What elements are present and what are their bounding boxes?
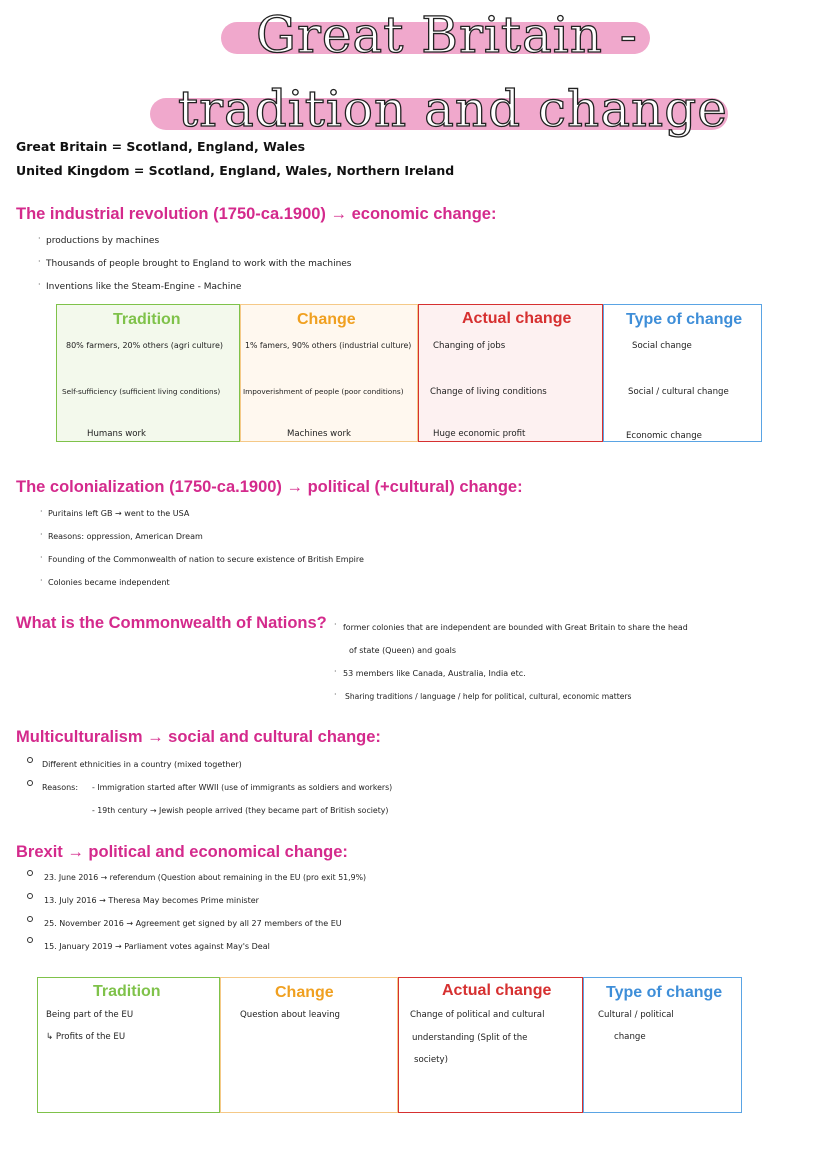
colonial-note-1: Puritains left GB → went to the USA	[48, 509, 190, 518]
table1-r3-tradition: Humans work	[87, 429, 146, 439]
table1-header-actual: Actual change	[462, 310, 572, 327]
multi-note-3: - Immigration started after WWII (use of immigrants as soldiers and workers)	[92, 783, 393, 792]
brexit-heading: Brexit → political and economical change:	[16, 843, 348, 861]
multi-note-1: Different ethnicities in a country (mixed together)	[42, 760, 242, 769]
table1-r2-tradition: Self-sufficiency (sufficient living conditions)	[62, 387, 221, 396]
commonwealth-heading: What is the Commonwealth of Nations?	[16, 614, 327, 632]
table2-actual-line-3: society)	[414, 1055, 448, 1065]
bullet-icon	[27, 757, 33, 763]
table2-tradition-line-1: Being part of the EU	[46, 1010, 134, 1020]
brexit-note-1: 23. June 2016 → referendum (Question about remaining in the EU (pro exit 51,9%)	[44, 873, 367, 882]
colonial-note-4: Colonies became independent	[48, 578, 170, 587]
industrial-note-1: productions by machines	[46, 236, 160, 246]
table1-r2-type: Social / cultural change	[628, 387, 729, 397]
commonwealth-note-1: former colonies that are independent are bounded with Great Britain to share the head	[343, 623, 688, 632]
industrial-heading: The industrial revolution (1750-ca.1900) → economic change:	[16, 205, 497, 223]
brexit-note-4: 15. January 2019 → Parliament votes against May's Deal	[44, 942, 270, 951]
table1-r1-type: Social change	[632, 341, 692, 351]
industrial-note-3: Inventions like the Steam-Engine - Machine	[46, 282, 242, 292]
table1-r3-actual: Huge economic profit	[433, 429, 526, 439]
bullet-icon	[27, 916, 33, 922]
multi-note-4: - 19th century → Jewish people arrived (they became part of British society)	[92, 806, 389, 815]
table1-r1-change: 1% famers, 90% others (industrial culture)	[245, 341, 412, 350]
table1-header-tradition: Tradition	[113, 311, 181, 328]
table2-header-change: Change	[275, 984, 334, 1001]
table2-change-line-1: Question about leaving	[240, 1010, 341, 1020]
table1-header-type: Type of change	[626, 311, 743, 328]
table1-r3-type: Economic change	[626, 431, 702, 441]
page-title-line-2: tradition and change	[178, 80, 728, 138]
table1-r2-actual: Change of living conditions	[430, 387, 547, 397]
commonwealth-note-4: Sharing traditions / language / help for political, cultural, economic matters	[345, 692, 632, 701]
intro-great-britain: Great Britain = Scotland, England, Wales	[16, 139, 306, 154]
colonial-heading: The colonialization (1750-ca.1900) → political (+cultural) change:	[16, 478, 523, 496]
table1-header-change: Change	[297, 311, 356, 328]
table2-actual-line-2: understanding (Split of the	[412, 1033, 528, 1043]
multi-note-2: Reasons:	[42, 783, 79, 792]
table2-actual-line-1: Change of political and cultural	[410, 1010, 545, 1020]
intro-united-kingdom: United Kingdom = Scotland, England, Wales, Northern Ireland	[16, 163, 455, 178]
page-title-line-1: Great Britain -	[256, 6, 638, 64]
table2-header-tradition: Tradition	[93, 983, 161, 1000]
colonial-note-2: Reasons: oppression, American Dream	[48, 532, 203, 541]
table2-type-line-1: Cultural / political	[598, 1010, 674, 1020]
table1-r2-change: Impoverishment of people (poor conditions)	[243, 387, 404, 396]
industrial-note-2: Thousands of people brought to England to work with the machines	[46, 259, 352, 269]
table2-type-line-2: change	[614, 1032, 646, 1042]
bullet-icon	[27, 937, 33, 943]
commonwealth-note-2: of state (Queen) and goals	[349, 646, 456, 655]
table2-tradition-line-2: ↳ Profits of the EU	[46, 1032, 126, 1042]
commonwealth-note-3: 53 members like Canada, Australia, India etc.	[343, 669, 526, 678]
table1-r1-actual: Changing of jobs	[433, 341, 506, 351]
brexit-note-2: 13. July 2016 → Theresa May becomes Prime minister	[44, 896, 259, 905]
bullet-icon	[27, 780, 33, 786]
bullet-icon	[27, 893, 33, 899]
colonial-note-3: Founding of the Commonwealth of nation to secure existence of British Empire	[48, 555, 364, 564]
brexit-note-3: 25. November 2016 → Agreement get signed by all 27 members of the EU	[44, 919, 342, 928]
table1-r3-change: Machines work	[287, 429, 351, 439]
multi-heading: Multiculturalism → social and cultural change:	[16, 728, 381, 746]
table2-header-actual: Actual change	[442, 982, 552, 999]
bullet-icon	[27, 870, 33, 876]
table1-r1-tradition: 80% farmers, 20% others (agri culture)	[66, 341, 224, 350]
table2-header-type: Type of change	[606, 984, 723, 1001]
